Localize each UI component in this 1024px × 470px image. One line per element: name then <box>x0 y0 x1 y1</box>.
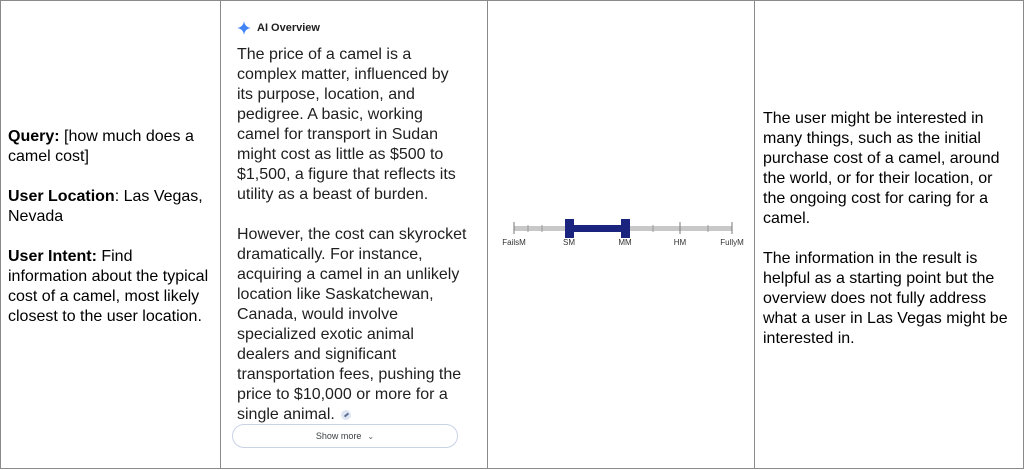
chevron-down-icon: ⌄ <box>367 431 375 441</box>
location-line <box>8 187 214 227</box>
selected-range-bar <box>569 225 625 232</box>
assessment <box>763 109 1018 369</box>
intent-value: Find information about the typical cost of a camel, most likely closest to the user location. <box>8 248 209 325</box>
range-handle-end <box>621 219 630 238</box>
ai-overview-body <box>237 45 469 445</box>
query-label: Query: <box>8 128 60 145</box>
query-context <box>8 127 214 347</box>
ai-overview-paragraph: The price of a camel is a complex matter, influenced by its purpose, location, and pedigree. A basic, working camel for transport in Sudan might cost as little as $500 to $1,500, a figure that reflects its utility as a beast of burden. <box>237 46 456 203</box>
scale-label-sm: SM <box>563 238 575 247</box>
gemini-spark-icon <box>237 21 251 35</box>
ai-overview-header <box>237 21 320 35</box>
assessment-cell <box>756 1 1023 468</box>
ai-overview-title: AI Overview <box>257 22 320 34</box>
rating-scale-cell <box>489 1 755 468</box>
ai-overview-cell <box>222 1 488 468</box>
show-more-label: Show more <box>315 431 362 441</box>
range-handle-start <box>565 219 574 238</box>
show-more-button[interactable] <box>232 424 458 448</box>
scale-label-fully: FullyM <box>720 238 744 247</box>
intent-line <box>8 247 214 327</box>
scale-label-fails: FailsM <box>502 238 526 247</box>
scale-label-hm: HM <box>673 238 687 247</box>
query-context-cell <box>1 1 221 468</box>
query-line <box>8 127 214 167</box>
assessment-paragraph: The user might be interested in many things, such as the initial purchase cost of a camel, around the world, or for their location, or the ongoing cost for caring for a camel. <box>763 110 1000 227</box>
query-value: [how much does a camel cost] <box>8 128 194 165</box>
intent-label: User Intent: <box>8 248 97 265</box>
ai-overview-paragraph-2 <box>237 225 469 425</box>
location-value: : Las Vegas, Nevada <box>8 188 203 225</box>
ai-overview-paragraph-2-text: However, the cost can skyrocket dramatically. For instance, acquiring a camel in an unlikely location like Saskatchewan, Canada, would involve specialized exotic animal dealers and significant transportation fees, pushing the price to $10,000 or more for a single animal. <box>237 226 467 423</box>
rating-scale[interactable] <box>489 1 755 470</box>
scale-label-mm: MM <box>618 238 632 247</box>
location-label: User Location <box>8 188 115 205</box>
source-link-icon[interactable] <box>341 410 351 420</box>
assessment-paragraph-2: The information in the result is helpful as a starting point but the overview does not fully address what a user in Las Vegas might be interested in. <box>763 250 1008 347</box>
